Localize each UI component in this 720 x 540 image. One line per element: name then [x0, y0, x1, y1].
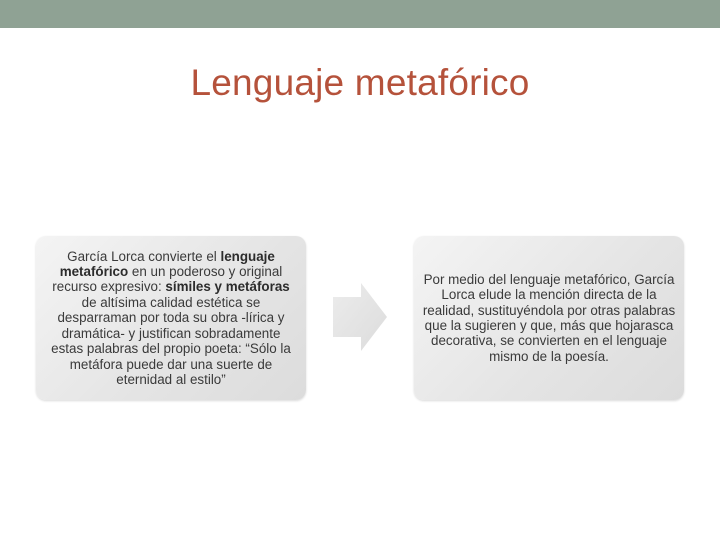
top-bar [0, 0, 720, 28]
right-box-paragraph: Por medio del lenguaje metafórico, García Lorca elude la mención directa de la realidad, sustituyéndola por otras palabras que la sugieren y que, más que hojarasca decorativa, se convierten en el lenguaje mismo de la poesía. [422, 271, 676, 364]
right-text-box [414, 236, 684, 400]
left-bold-1: lenguaje metafórico [59, 248, 275, 280]
left-text-3: de altísima calidad estética se desparraman por toda su obra -lírica y dramática- y justifican sobradamente estas palabras del propio poeta: “Sólo la metáfora puede dar una suerte de eternidad al estilo” [51, 294, 291, 387]
left-text-1: García Lorca convierte el [67, 248, 221, 264]
left-bold-2: símiles y metáforas [165, 279, 290, 295]
left-text-2: en un poderoso y original recurso expresivo: [52, 264, 283, 295]
right-arrow-icon [333, 283, 387, 351]
left-box-paragraph [44, 249, 298, 388]
left-text-box [36, 236, 306, 400]
page-title: Lenguaje metafórico [190, 62, 530, 103]
